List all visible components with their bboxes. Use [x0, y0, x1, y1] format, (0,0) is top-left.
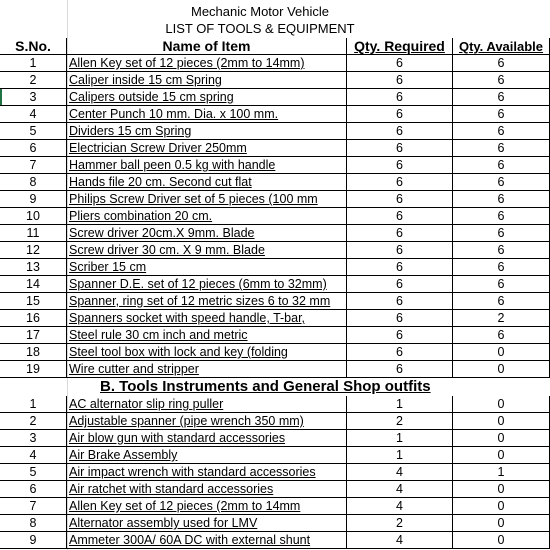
cell-item-name[interactable]: Steel rule 30 cm inch and metric — [67, 327, 347, 344]
cell-qty-available[interactable]: 0 — [453, 498, 550, 515]
cell-item-name[interactable]: Air impact wrench with standard accessories — [67, 464, 347, 481]
cell-qty-available[interactable]: 2 — [453, 310, 550, 327]
cell-qty-available[interactable]: 0 — [453, 361, 550, 378]
table-row — [0, 532, 550, 549]
cell-sno[interactable]: 12 — [0, 242, 67, 259]
cell-qty-required[interactable]: 6 — [347, 259, 453, 276]
cell-item-name[interactable]: AC alternator slip ring puller — [67, 396, 347, 413]
cell-qty-required[interactable]: 6 — [347, 276, 453, 293]
cell-qty-available[interactable]: 6 — [453, 276, 550, 293]
cell-item-name[interactable]: Pliers combination 20 cm. — [67, 208, 347, 225]
table-row — [0, 430, 550, 447]
table-row — [0, 72, 550, 89]
table-row — [0, 157, 550, 174]
cell-sno[interactable]: 13 — [0, 259, 67, 276]
cell-qty-required[interactable]: 6 — [347, 361, 453, 378]
table-row — [0, 242, 550, 259]
table-row — [0, 89, 550, 106]
cell-qty-required[interactable]: 2 — [347, 413, 453, 430]
sheet-title[interactable]: Mechanic Motor Vehicle — [190, 4, 329, 19]
cell-qty-required[interactable]: 6 — [347, 225, 453, 242]
table-row — [0, 447, 550, 464]
cell-item-name[interactable]: Hammer ball peen 0.5 kg with handle — [67, 157, 347, 174]
cell-qty-available[interactable]: 0 — [453, 344, 550, 361]
cell-qty-required[interactable]: 6 — [347, 106, 453, 123]
cell-sno[interactable]: 19 — [0, 361, 67, 378]
table-row — [0, 123, 550, 140]
cell-sno[interactable]: 11 — [0, 225, 67, 242]
cell-qty-required[interactable]: 4 — [347, 464, 453, 481]
cell-qty-available[interactable]: 0 — [453, 413, 550, 430]
cell-item-name[interactable]: Ammeter 300A/ 60A DC with external shunt — [67, 532, 347, 549]
cell-sno[interactable]: 16 — [0, 310, 67, 327]
cell-item-name[interactable]: Steel tool box with lock and key (folding — [67, 344, 347, 361]
cell-qty-available[interactable]: 6 — [453, 72, 550, 89]
cell-sno[interactable]: 5 — [0, 123, 67, 140]
cell-sno[interactable]: 8 — [0, 515, 67, 532]
cell-qty-required[interactable]: 6 — [347, 191, 453, 208]
cell-sno[interactable]: 10 — [0, 208, 67, 225]
cell-item-name[interactable]: Air blow gun with standard accessories — [67, 430, 347, 447]
cell-qty-available[interactable]: 0 — [453, 515, 550, 532]
table-row — [0, 259, 550, 276]
cell-qty-available[interactable]: 6 — [453, 191, 550, 208]
cell-qty-required[interactable]: 6 — [347, 208, 453, 225]
cell-item-name[interactable]: Adjustable spanner (pipe wrench 350 mm) — [67, 413, 347, 430]
header-qty-available[interactable]: Qty. Available — [453, 38, 550, 55]
cell-item-name[interactable]: Philips Screw Driver set of 5 pieces (100 mm — [67, 191, 347, 208]
cell-item-name[interactable]: Allen Key set of 12 pieces (2mm to 14mm) — [67, 55, 347, 72]
cell-sno[interactable]: 7 — [0, 498, 67, 515]
cell-qty-required[interactable]: 6 — [347, 123, 453, 140]
table-row — [0, 276, 550, 293]
cell-qty-available[interactable]: 6 — [453, 106, 550, 123]
cell-sno[interactable]: 2 — [0, 72, 67, 89]
cell-sno[interactable]: 18 — [0, 344, 67, 361]
cell-sno[interactable]: 17 — [0, 327, 67, 344]
table-row — [0, 361, 550, 378]
cell-qty-required[interactable]: 6 — [347, 310, 453, 327]
table-row — [0, 140, 550, 157]
table-row — [0, 327, 550, 344]
cell-qty-required[interactable]: 6 — [347, 140, 453, 157]
cell-item-name[interactable]: Center Punch 10 mm. Dia. x 100 mm. — [67, 106, 347, 123]
cell-qty-required[interactable]: 6 — [347, 242, 453, 259]
table-row — [0, 174, 550, 191]
cell-sno[interactable]: 3 — [0, 430, 67, 447]
cell-qty-available[interactable]: 6 — [453, 208, 550, 225]
table-row — [0, 498, 550, 515]
cell-item-name[interactable]: Caliper inside 15 cm Spring — [67, 72, 347, 89]
cell-sno[interactable]: 1 — [0, 396, 67, 413]
cell-item-name[interactable]: Dividers 15 cm Spring — [67, 123, 347, 140]
table-row — [0, 413, 550, 430]
table-row — [0, 106, 550, 123]
cell-item-name[interactable]: Screw driver 30 cm. X 9 mm. Blade — [67, 242, 347, 259]
table-row — [0, 396, 550, 413]
cell-qty-required[interactable]: 6 — [347, 72, 453, 89]
cell-sno[interactable]: 5 — [0, 464, 67, 481]
cell-item-name[interactable]: Spanner, ring set of 12 metric sizes 6 to 32 mm — [67, 293, 347, 310]
cell-item-name[interactable]: Air Brake Assembly — [67, 447, 347, 464]
cell-qty-required[interactable]: 6 — [347, 157, 453, 174]
cell-qty-available[interactable]: 0 — [453, 430, 550, 447]
cell-qty-available[interactable]: 6 — [453, 174, 550, 191]
cell-sno[interactable]: 3 — [0, 89, 67, 106]
cell-item-name[interactable]: Spanners socket with speed handle, T-bar, — [67, 310, 347, 327]
cell-qty-available[interactable]: 6 — [453, 259, 550, 276]
cell-qty-available[interactable]: 6 — [453, 123, 550, 140]
table-row — [0, 481, 550, 498]
cell-item-name[interactable]: Wire cutter and stripper — [67, 361, 347, 378]
cell-qty-available[interactable]: 0 — [453, 481, 550, 498]
table-row — [0, 464, 550, 481]
header-qty-required[interactable]: Qty. Required — [347, 38, 453, 55]
cell-sno[interactable]: 9 — [0, 532, 67, 549]
cell-qty-available[interactable]: 0 — [453, 396, 550, 413]
header-sno[interactable]: S.No. — [0, 38, 67, 55]
cell-sno[interactable]: 6 — [0, 481, 67, 498]
cell-sno[interactable]: 7 — [0, 157, 67, 174]
cell-qty-available[interactable]: 6 — [453, 140, 550, 157]
table-row — [0, 208, 550, 225]
cell-sno[interactable]: 4 — [0, 106, 67, 123]
cell-qty-available[interactable]: 0 — [453, 532, 550, 549]
cell-qty-available[interactable]: 0 — [453, 447, 550, 464]
cell-qty-required[interactable]: 1 — [347, 396, 453, 413]
cell-item-name[interactable]: Hands file 20 cm. Second cut flat — [67, 174, 347, 191]
header-name[interactable]: Name of Item — [67, 38, 347, 55]
table-row — [0, 515, 550, 532]
cell-sno[interactable]: 6 — [0, 140, 67, 157]
table-row — [0, 55, 550, 72]
cell-item-name[interactable]: Calipers outside 15 cm spring — [67, 89, 347, 106]
cell-qty-required[interactable]: 4 — [347, 481, 453, 498]
cell-item-name[interactable]: Screw driver 20cm.X 9mm. Blade — [67, 225, 347, 242]
cell-qty-available[interactable]: 6 — [453, 327, 550, 344]
cell-qty-available[interactable]: 6 — [453, 55, 550, 72]
sheet-subtitle[interactable]: LIST OF TOOLS & EQUIPMENT — [165, 21, 355, 36]
active-row-marker — [0, 89, 2, 105]
cell-qty-required[interactable]: 6 — [347, 174, 453, 191]
cell-item-name[interactable]: Alternator assembly used for LMV — [67, 515, 347, 532]
cell-sno[interactable]: 15 — [0, 293, 67, 310]
cell-item-name[interactable]: Electrician Screw Driver 250mm — [67, 140, 347, 157]
cell-qty-available[interactable]: 6 — [453, 89, 550, 106]
cell-sno[interactable]: 1 — [0, 55, 67, 72]
table-row — [0, 293, 550, 310]
cell-item-name[interactable]: Spanner D.E. set of 12 pieces (6mm to 32mm) — [67, 276, 347, 293]
section-b-heading[interactable] — [0, 378, 550, 395]
cell-qty-available[interactable]: 6 — [453, 242, 550, 259]
cell-sno[interactable]: 4 — [0, 447, 67, 464]
cell-qty-required[interactable]: 4 — [347, 498, 453, 515]
cell-sno[interactable]: 14 — [0, 276, 67, 293]
cell-qty-required[interactable]: 2 — [347, 515, 453, 532]
table-row — [0, 344, 550, 361]
cell-qty-available[interactable]: 6 — [453, 157, 550, 174]
table-row — [0, 191, 550, 208]
cell-qty-available[interactable]: 6 — [453, 225, 550, 242]
table-row — [0, 310, 550, 327]
cell-qty-available[interactable]: 1 — [453, 464, 550, 481]
cell-item-name[interactable]: Allen Key set of 12 pieces (2mm to 14mm — [67, 498, 347, 515]
cell-qty-required[interactable]: 6 — [347, 344, 453, 361]
cell-sno[interactable]: 2 — [0, 413, 67, 430]
table-row — [0, 225, 550, 242]
cell-sno[interactable]: 8 — [0, 174, 67, 191]
header-row — [0, 38, 550, 55]
cell-qty-required[interactable]: 6 — [347, 327, 453, 344]
cell-sno[interactable]: 9 — [0, 191, 67, 208]
cell-qty-required[interactable]: 6 — [347, 55, 453, 72]
cell-qty-required[interactable]: 6 — [347, 89, 453, 106]
cell-qty-required[interactable]: 1 — [347, 447, 453, 464]
cell-qty-required[interactable]: 4 — [347, 532, 453, 549]
cell-item-name[interactable]: Scriber 15 cm — [67, 259, 347, 276]
cell-qty-required[interactable]: 1 — [347, 430, 453, 447]
cell-qty-required[interactable]: 6 — [347, 293, 453, 310]
cell-item-name[interactable]: Air ratchet with standard accessories — [67, 481, 347, 498]
cell-qty-available[interactable]: 6 — [453, 293, 550, 310]
section-b-title: B. Tools Instruments and General Shop outfits — [100, 378, 431, 395]
